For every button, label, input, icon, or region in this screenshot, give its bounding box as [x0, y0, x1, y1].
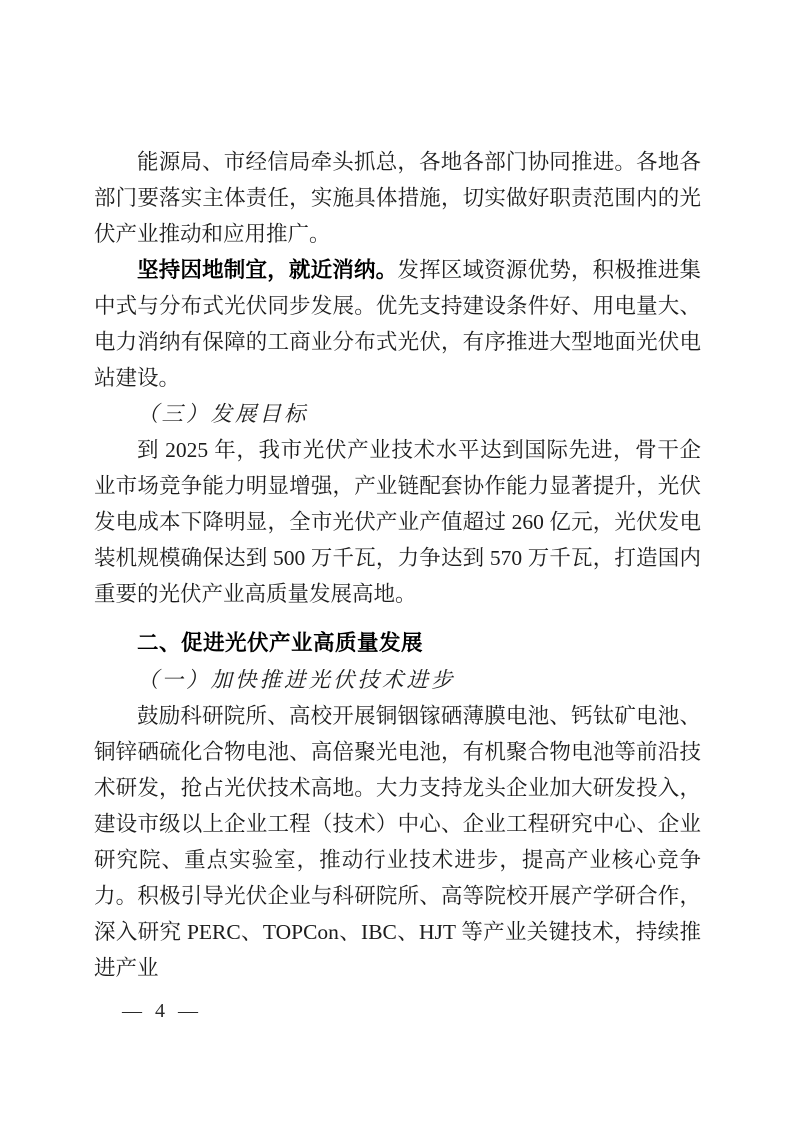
- document-body: [94, 144, 701, 986]
- heading-section-two-sub-one: （一）加快推进光伏技术进步: [137, 668, 456, 692]
- footer-page-number: — 4 —: [122, 1000, 202, 1022]
- paragraph-local-consumption-rest: 发挥区域资源优势，积极推进集中式与分布式光伏同步发展。优先支持建设条件好、用电量大、电力消纳有保障的工商业分布式光伏，有序推进大型地面光伏电站建设。: [94, 258, 701, 390]
- paragraph-coordination: 能源局、市经信局牵头抓总，各地各部门协同推进。各地各部门要落实主体责任，实施具体措施，切实做好职责范围内的光伏产业推动和应用推广。: [94, 150, 701, 246]
- heading-development-goals: （三）发展目标: [137, 402, 309, 426]
- paragraph-local-consumption: [94, 252, 701, 396]
- heading-section-two: 二、促进光伏产业高质量发展: [137, 631, 424, 655]
- paragraph-goals-2025: 到 2025 年，我市光伏产业技术水平达到国际先进，骨干企业市场竞争能力明显增强，产业链配套协作能力显著提升，光伏发电成本下降明显，全市光伏产业产值超过 260 亿元，光伏发电装机规模确保达到 500 万千瓦，力争达到 570 万千瓦，打造国内重要的光伏产业高质量发展高地。: [94, 438, 701, 606]
- bold-lead-in: 坚持因地制宜，就近消纳。: [137, 258, 398, 282]
- paragraph-technology-progress: 鼓励科研院所、高校开展铜铟镓硒薄膜电池、钙钛矿电池、铜锌硒硫化合物电池、高倍聚光电池，有机聚合物电池等前沿技术研发，抢占光伏技术高地。大力支持龙头企业加大研发投入，建设市级以上企业工程（技术）中心、企业工程研究中心、企业研究院、重点实验室，推动行业技术进步，提高产业核心竞争力。积极引导光伏企业与科研院所、高等院校开展产学研合作，深入研究 PERC、TOPCon、IBC、HJT 等产业关键技术，持续推进产业: [94, 704, 701, 980]
